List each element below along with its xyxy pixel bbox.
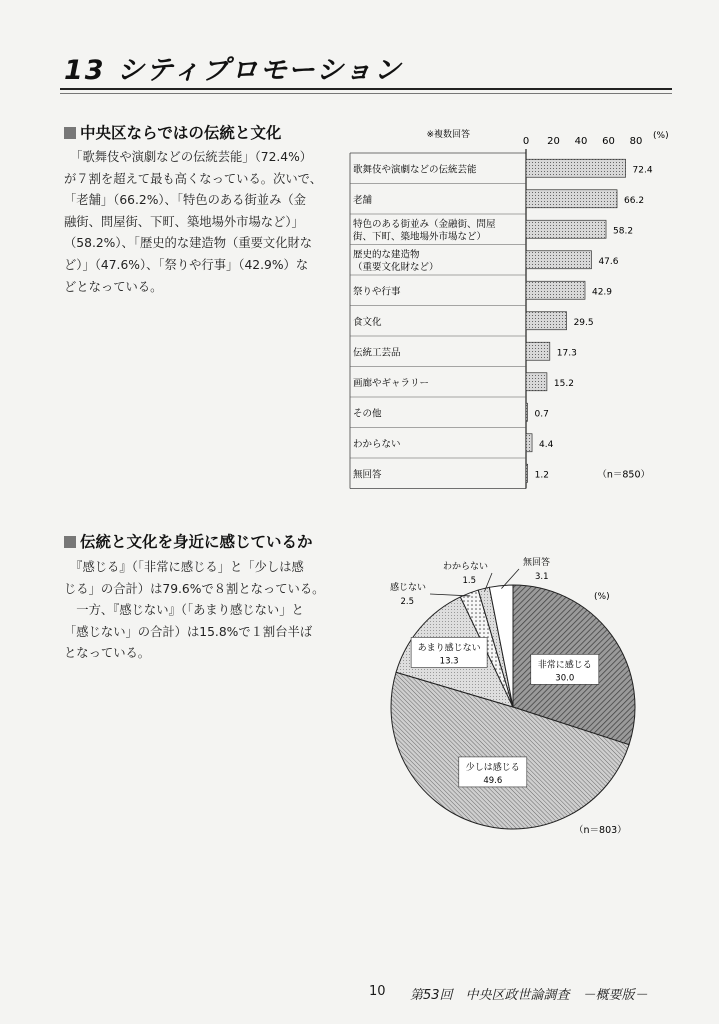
bar-value-label: 58.2 xyxy=(613,226,634,237)
bar-mark xyxy=(526,220,606,238)
bar-mark xyxy=(526,190,617,208)
bar-category-label: 特色のある街並み（金融街、問屋 xyxy=(353,219,496,230)
bar-chart-note: ※複数回答 xyxy=(426,130,470,140)
bar-value-label: 17.3 xyxy=(556,348,577,359)
bar-unit-label: (%) xyxy=(653,131,669,141)
page-number: 10 xyxy=(369,984,386,999)
bar-category-label: 祭りや行事 xyxy=(353,286,401,298)
bar-category-label: 歌舞伎や演劇などの伝統芸能 xyxy=(353,164,477,176)
bar-tick-label: 40 xyxy=(574,136,588,147)
heading-square-icon xyxy=(64,536,76,548)
bar-n-label: （n＝850） xyxy=(597,469,650,481)
bar-value-label: 42.9 xyxy=(591,287,613,298)
pie-slice-label: 感じない xyxy=(389,583,426,593)
section-heading-familiarity xyxy=(64,530,313,552)
bar-mark xyxy=(526,434,532,452)
bar-category-label: その他 xyxy=(353,408,382,420)
pie-slice-value: 13.3 xyxy=(439,656,459,667)
bar-category-label: 食文化 xyxy=(353,316,382,328)
bar-value-label: 15.2 xyxy=(553,378,574,389)
bar-value-label: 66.2 xyxy=(624,195,645,206)
bar-value-label: 1.2 xyxy=(534,470,549,481)
bar-category-label: わからない xyxy=(353,438,401,450)
pie-slice-label: 無回答 xyxy=(523,558,551,568)
pie-slice-label: わからない xyxy=(442,562,488,572)
bar-mark xyxy=(526,464,528,482)
bar-category-label: （重要文化財など） xyxy=(353,262,439,273)
pie-slice-value: 1.5 xyxy=(462,576,476,586)
bar-mark xyxy=(526,342,550,360)
bar-mark xyxy=(526,159,626,177)
bar-mark xyxy=(526,251,591,269)
section-heading-text: 伝統と文化を身近に感じているか xyxy=(80,533,313,551)
pie-slice-label: 少しは感じる xyxy=(465,762,520,773)
bar-category-label: 無回答 xyxy=(353,469,382,481)
bar-chart xyxy=(340,126,670,496)
bar-mark xyxy=(526,281,585,299)
bar-mark xyxy=(526,312,567,330)
bar-category-label: 画廊やギャラリー xyxy=(353,377,430,389)
pie-slice-label: 非常に感じる xyxy=(537,660,592,671)
bar-mark xyxy=(526,373,547,391)
bar-tick-label: 60 xyxy=(602,136,615,147)
pie-slice-label: あまり感じない xyxy=(417,643,481,654)
bar-mark xyxy=(526,403,528,421)
bar-value-label: 4.4 xyxy=(539,439,554,450)
pie-slice-value: 3.1 xyxy=(535,572,549,582)
title-rule xyxy=(60,88,672,90)
bar-value-label: 47.6 xyxy=(598,256,619,267)
page-title: 13 シティプロモーション xyxy=(64,55,403,86)
bar-category-label: 伝統工芸品 xyxy=(353,347,401,359)
bar-tick-label: 0 xyxy=(522,136,530,147)
bar-category-label: 歴史的な建造物 xyxy=(353,249,420,261)
bar-category-label: 街、下町、築地場外市場など） xyxy=(353,231,487,243)
section-body-familiarity: 『感じる』（「非常に感じる」と「少しは感 じる」の合計）は79.6%で８割となっている。 一方、『感じない』（「あまり感じない」と 「感じない」の合計）は15.8%で１割台半ば となっている。 xyxy=(64,560,325,661)
pie-slice-value: 49.6 xyxy=(483,775,503,786)
pie-chart xyxy=(370,555,670,845)
section-body-tradition: 「歌舞伎や演劇などの伝統芸能」（72.4%） が７割を超えて最も高くなっている。次いで、 「老舗」（66.2%）、「特色のある街並み（金 融街、問屋街、下町、築地場外市場など）」 （58.2%）、「歴史的な建造物（重要文化財な ど）」（47.6%）、「祭りや行事」（42.9%）な どとなっている。 xyxy=(64,150,322,294)
section-heading-tradition xyxy=(64,121,281,143)
pie-slice-value: 2.5 xyxy=(400,597,414,607)
bar-tick-label: 20 xyxy=(547,136,560,147)
bar-value-label: 72.4 xyxy=(632,165,653,176)
bar-value-label: 29.5 xyxy=(573,317,594,328)
bar-tick-label: 80 xyxy=(629,136,643,147)
section-heading-text: 中央区ならではの伝統と文化 xyxy=(80,124,282,142)
pie-unit-label: (%) xyxy=(594,592,610,602)
publication-title: 第53回 中央区政世論調査 －概要版－ xyxy=(410,988,648,1003)
pie-slice-value: 30.0 xyxy=(555,673,575,684)
heading-square-icon xyxy=(64,127,76,139)
bar-category-label: 老舗 xyxy=(353,194,373,206)
bar-value-label: 0.7 xyxy=(534,409,549,420)
pie-n-label: （n＝803） xyxy=(574,825,627,836)
title-rule-thin xyxy=(60,93,672,94)
